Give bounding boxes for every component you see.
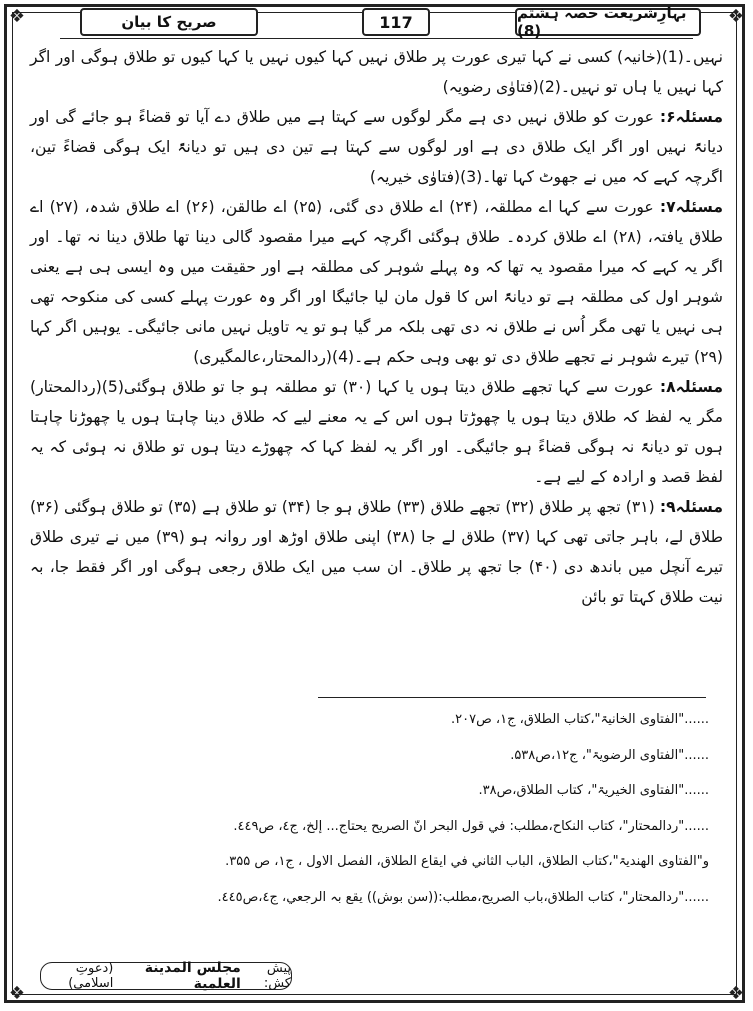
paragraph-text: عورت سے کہا تجھے طلاق دیتا ہوں یا کہا (۳۰) تو مطلقہ ہو جا تو طلاق ہوگئی(5)(ردالمحتار) مگر یہ لفظ کہ طلاق دیتا ہوں یا چھوڑتا ہوں اس کے یہ معنے لیے کہ طلاق دینا چاہتا ہوں یا چھوڑنا چاہتا ہوں تو دیانۃً نہ ہوگی قضاءً ہو جائیگی۔ اور اگر یہ لفظ کہا کہ چھوڑے دیتا ہوں تو طلاق نہ ہوئی کہ یہ لفظ قصد و ارادہ کے لیے ہے۔ bbox=[30, 378, 723, 486]
page-number: 117 bbox=[362, 8, 430, 36]
corner-ornament-icon: ❖ bbox=[8, 983, 26, 1004]
paragraph bbox=[30, 42, 723, 102]
footnote: ......"الفتاوی الرضویۃ"، ج۱۲،ص۵۳۸. bbox=[510, 747, 709, 763]
footnote: ......"ردالمحتار"، کتاب النکاح،مطلب: في قول البحر انّ الصریح یحتاج... إلخ، ج٤، ص٤٤٩. bbox=[233, 818, 709, 834]
header-rule bbox=[60, 38, 693, 39]
paragraph bbox=[30, 192, 723, 372]
footer-organization: مجلس المدينة العلمية bbox=[144, 960, 241, 992]
corner-ornament-icon: ❖ bbox=[727, 983, 745, 1004]
page-header bbox=[40, 4, 713, 40]
footnote: ......"الفتاوی الخانیۃ"،کتاب الطلاق، ج۱، ص۲۰۷. bbox=[450, 712, 709, 727]
corner-ornament-icon: ❖ bbox=[727, 6, 745, 27]
masala-label: مسئلہ۹: bbox=[659, 498, 723, 516]
masala-label: مسئلہ۷: bbox=[659, 198, 724, 216]
corner-ornament-icon: ❖ bbox=[8, 6, 26, 27]
book-title: بہارِشریعت حصہ ہشتم (8) bbox=[515, 8, 701, 36]
footnote-rule bbox=[318, 697, 706, 698]
main-text bbox=[30, 42, 723, 612]
footnotes bbox=[150, 710, 709, 923]
paragraph-text: عورت سے کہا اے مطلقہ، (۲۴) اے طلاق دی گئی، (۲۵) اے طالقن، (۲۶) اے طلاق شدہ، (۲۷) اے طلاق یافتہ، (۲۸) اے طلاق کردہ۔ طلاق ہوگئی اگرچہ کہے میرا مقصود گالی دینا تھا طلاق دینا نہ تھا۔ اور اگر یہ کہے کہ میرا مقصود یہ تھا کہ وہ پہلے شوہر کی مطلقہ ہے اور حقیقت میں وہ ایسی ہی ہے یعنی شوہر اول کی مطلقہ ہے تو دیانۃً اس کا قول مان لیا جائیگا اور اگر وہ عورت پہلے کسی کی منکوحہ تھی ہی نہیں یا تھی مگر اُس نے طلاق نہ دی تھی بلکہ مر گیا ہو تو یہ تاویل نہیں مانی جائیگی۔ یوہیں اگر کہا (۲۹) تیرے شوہر نے تجھے طلاق دی تو بھی وہی حکم ہے۔(4)(ردالمحتار،عالمگیری) bbox=[30, 198, 724, 366]
footnote: ......"ردالمحتار"، کتاب الطلاق،باب الصریح،مطلب:((سن بوش)) یقع بہ الرجعي، ج٤،ص٤٤٥. bbox=[217, 889, 709, 905]
masala-label: مسئلہ۸: bbox=[659, 378, 723, 396]
footer-suffix: (دعوتِ اسلامی) bbox=[68, 961, 114, 991]
paragraph bbox=[30, 492, 723, 612]
paragraph bbox=[30, 372, 723, 492]
paragraph-text: (۳۱) تجھ پر طلاق (۳۲) تجھے طلاق (۳۳) طلاق ہو جا (۳۴) تو طلاق ہے (۳۵) تو طلاق ہوگئی (۳۶) طلاق لے، باہر جاتی تھی کہا (۳۷) طلاق لے جا (۳۸) اپنی طلاق اوڑھ اور روانہ ہو (۳۹) میں نے تیری طلاق تیرے آنچل میں باندھ دی (۴۰) جا تجھ پر طلاق۔ ان سب میں ایک طلاق رجعی ہوگی اور اگر فقط جا، بہ نیت طلاق کہتا تو بائن bbox=[30, 498, 723, 606]
paragraph-text: نہیں۔(1)(خانیہ) کسی نے کہا تیری عورت پر طلاق نہیں کہا کیوں نہیں یا کہا کیوں تو طلاق ہوگی اور اگر کہا نہیں یا ہاں تو نہیں۔(2)(فتاوٰی رضویہ) bbox=[30, 48, 723, 96]
paragraph bbox=[30, 102, 723, 192]
masala-label: مسئلہ۶: bbox=[659, 108, 723, 126]
footer-prefix: پیش کش: bbox=[263, 961, 291, 991]
publisher-footer bbox=[40, 962, 292, 990]
footnote: و"الفتاوی الھندیۃ"،کتاب الطلاق، الباب الثاني في ایقاع الطلاق، الفصل الاول ، ج۱، ص ۳۵۵. bbox=[225, 854, 709, 869]
paragraph-text: عورت کو طلاق نہیں دی ہے مگر لوگوں سے کہتا ہے میں طلاق دے آیا تو قضاءً ہو جائے گی اور دیانۃً نہیں اور اگر ایک طلاق دی ہے اور لوگوں سے کہتا ہے تین دی ہیں تو دیانۃً ایک ہوگی قضاءً تین، اگرچہ کہے کہ میں نے جھوٹ کہا تھا۔(3)(فتاوٰی خیریہ) bbox=[30, 108, 723, 186]
footnote: ......"الفتاوی الخیریۃ"، کتاب الطلاق،ص۳۸. bbox=[478, 783, 709, 798]
chapter-title: صریح کا بیان bbox=[80, 8, 258, 36]
